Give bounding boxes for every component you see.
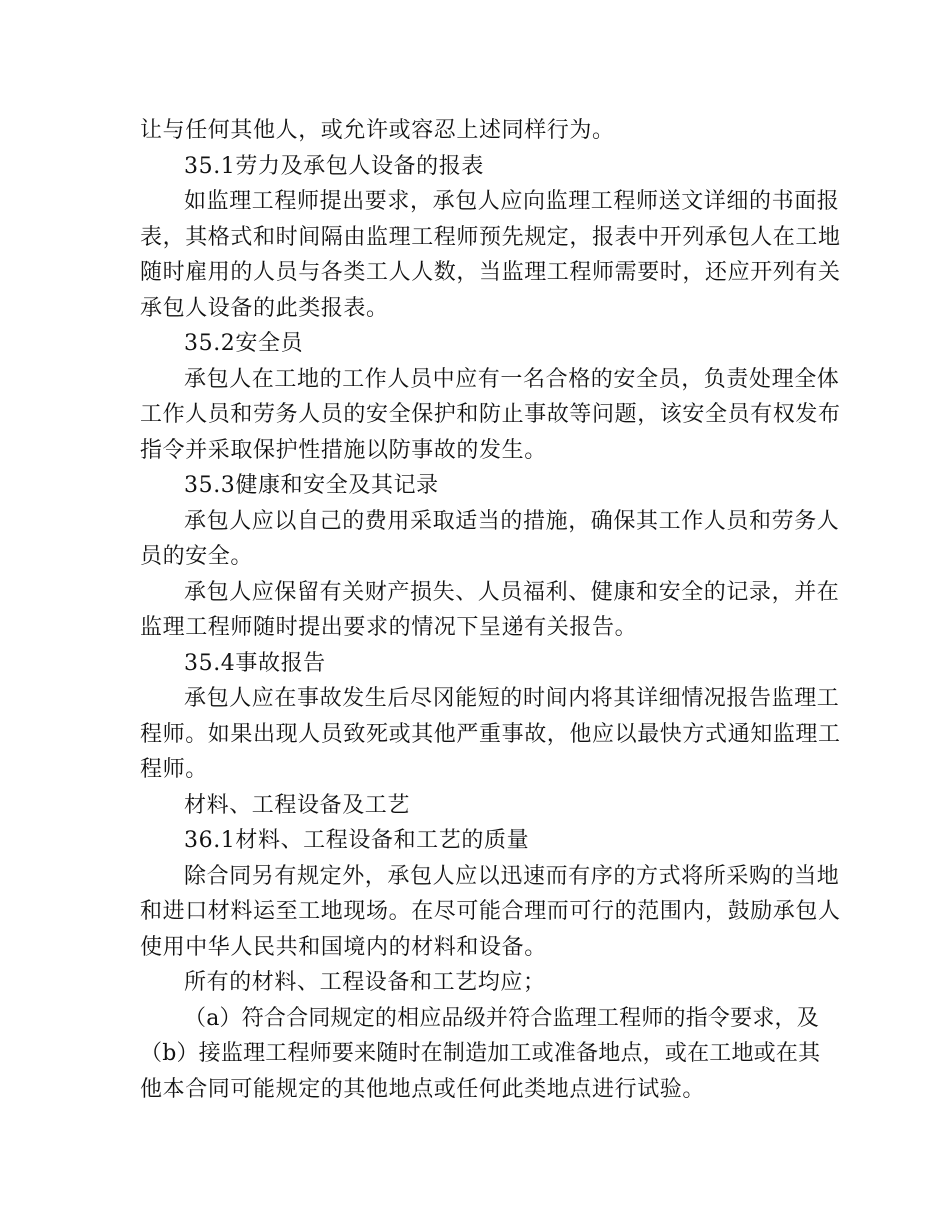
text-line: 程师。 — [140, 757, 208, 782]
section-heading-35-3: 35.3健康和安全及其记录 — [184, 473, 439, 498]
section-heading-36-1: 36.1材料、工程设备和工艺的质量 — [184, 828, 530, 853]
text-line: 程师。如果出现人员致死或其他严重事故，他应以最快方式通知监理工 — [140, 721, 841, 747]
text-line: 监理工程师随时提出要求的情况下呈递有关报告。 — [140, 615, 638, 640]
list-item-a: （a）符合合同规定的相应品级并符合监理工程师的指令要求，及 — [184, 1005, 819, 1031]
section-heading-materials: 材料、工程设备及工艺 — [184, 792, 411, 818]
section-heading-35-2: 35.2安全员 — [184, 331, 304, 356]
text-line: 随时雇用的人员与各类工人人数，当监理工程师需要时，还应开列有关 — [140, 260, 841, 285]
text-line: 承包人应保留有关财产损失、人员福利、健康和安全的记录，并在 — [184, 579, 840, 605]
section-heading-35-1: 35.1劳力及承包人设备的报表 — [184, 153, 484, 179]
text-line: 他本合同可能规定的其他地点或任何此类地点进行试验。 — [140, 1076, 706, 1102]
text-line: 员的安全。 — [140, 544, 254, 569]
text-line: 除合同另有规定外，承包人应以迅速而有序的方式将所采购的当地 — [184, 863, 840, 889]
section-heading-35-4: 35.4事故报告 — [184, 650, 326, 676]
text-line: 承包人设备的此类报表。 — [140, 295, 389, 321]
text-line: 所有的材料、工程设备和工艺均应； — [184, 970, 546, 995]
list-item-b: （b）接监理工程师要来随时在制造加工或准备地点，或在工地或在其 — [140, 1041, 821, 1066]
text-line: 使用中华人民共和国境内的材料和设备。 — [140, 934, 547, 960]
text-line: 指令并采取保护性措施以防事故的发生。 — [140, 437, 547, 463]
text-line: 承包人应在事故发生后尽冈能短的时间内将其详细情况报告监理工 — [184, 686, 840, 711]
text-line: 承包人在工地的工作人员中应有一名合格的安全员，负责处理全体 — [184, 366, 840, 392]
text-line: 让与任何其他人，或允许或容忍上述同样行为。 — [140, 118, 615, 143]
text-line: 和进口材料运至工地现场。在尽可能合理而可行的范围内，鼓励承包人 — [140, 899, 841, 924]
text-line: 工作人员和劳务人员的安全保护和防止事故等问题，该安全员有权发布 — [140, 402, 841, 427]
text-line: 表，其格式和时间隔由监理工程师预先规定，报表中开列承包人在工地 — [140, 224, 841, 250]
text-line: 承包人应以自己的费用采取适当的措施，确保其工作人员和劳务人 — [184, 508, 840, 534]
document-body — [140, 113, 841, 1107]
text-line: 如监理工程师提出要求，承包人应向监理工程师送文详细的书面报 — [184, 189, 840, 214]
